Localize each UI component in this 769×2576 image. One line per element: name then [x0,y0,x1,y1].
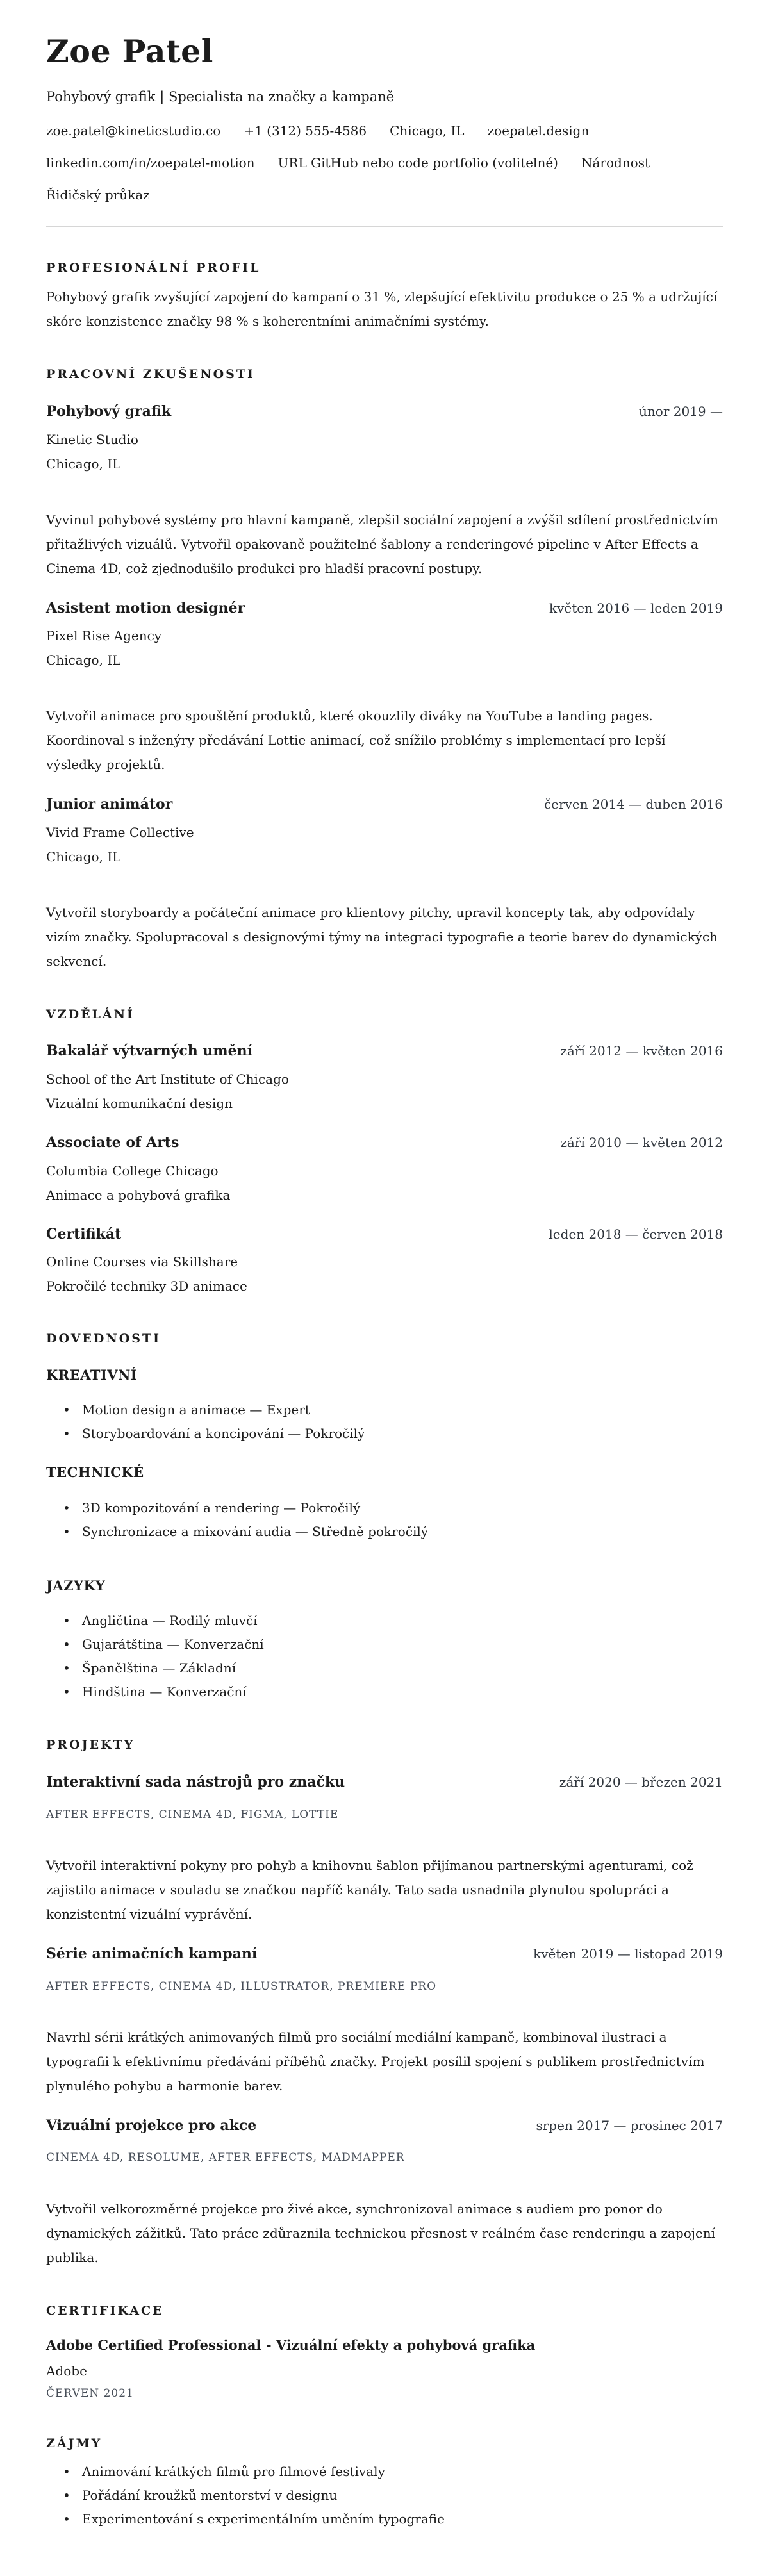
candidate-headline: Pohybový grafik | Specialista na značky a kampaně [46,89,395,105]
language-item: • Angličtina — Rodilý mluvčí [46,1609,723,1633]
contact-info [46,119,723,206]
job-company: Pixel Rise Agency [46,628,162,644]
section-languages [46,1576,723,1705]
education-dates: leden 2018 — červen 2018 [549,1226,723,1242]
project-dates: září 2020 — březen 2021 [559,1774,723,1790]
resume-header [46,33,723,227]
interest-item: • Experimentování s experimentálním uměním typografie [46,2507,723,2531]
interest-item: • Animování krátkých filmů pro filmové festivaly [46,2460,723,2484]
field-of-study: Animace a pohybová grafika [46,1187,231,1203]
job-dates: červen 2014 — duben 2016 [543,797,723,813]
project-title: Interaktivní sada nástrojů pro značku [46,1773,345,1790]
certification-date: ČERVEN 2021 [46,2386,134,2400]
languages-list [46,1609,723,1704]
job-title: Pohybový grafik [46,402,172,420]
skills-list [46,1398,723,1446]
job-dates: únor 2019 — [639,403,723,419]
degree-title: Associate of Arts [46,1134,179,1152]
project-dates: květen 2019 — listopad 2019 [533,1945,723,1961]
project-technologies: AFTER EFFECTS, CINEMA 4D, FIGMA, LOTTIE [46,1808,339,1821]
project-description: Navrhl sérii krátkých animovaných filmů pro sociální mediální kampaně, kombinoval ilustraci a typografii k efektivnímu předávání příběhů značky. Projekt posílil spojení s publikem prostřednictvím plynulého pohybu a harmonie barev. [46,2029,705,2093]
job-entry-head [46,795,723,814]
contact-driving-license: Řidičský průkaz [46,186,150,202]
job-description: Vytvořil animace pro spouštění produktů, které okouzlily diváky na YouTube a landing pages. Koordinoval s inženýry předávání Lottie animací, což snížilo problémy s implementací pro lepší výsledky projektů. [46,708,666,773]
job-description: Vytvořil storyboardy a počáteční animace pro klientovy pitchy, upravil koncepty tak, aby odpovídaly vizím značky. Spolupracoval s designovými týmy na integraci typografie a teorie barev do dynamických sekvencí. [46,904,718,969]
contact-github-placeholder: URL GitHub nebo code portfolio (volitelné) [277,154,558,170]
project-dates: srpen 2017 — prosinec 2017 [536,2117,723,2133]
section-heading-profile: PROFESIONÁLNÍ PROFIL [46,260,261,275]
section-profile [46,259,723,334]
job-entry-head [46,402,723,422]
education-entry-head [46,1133,723,1153]
job-location: Chicago, IL [46,848,121,864]
job-description: Vyvinul pohybové systémy pro hlavní kampaně, zlepšil sociální zapojení a zvýšil sdílení prostřednictvím přitažlivých vizuálů. Vytvořil opakovaně použitelné šablony a renderingové pipeline v After Effects a Cinema 4D, což zjednodušilo produkci pro hladší pracovní postupy. [46,511,718,576]
header-divider [46,226,723,227]
job-location: Chicago, IL [46,456,121,472]
section-heading-languages: JAZYKY [46,1577,106,1594]
field-of-study: Pokročilé techniky 3D animace [46,1278,247,1294]
section-certifications [46,2302,723,2402]
school-name: School of the Art Institute of Chicago [46,1071,289,1087]
job-entry-head [46,599,723,618]
project-entry [46,1944,723,2098]
education-entry [46,1225,723,1298]
contact-linkedin: linkedin.com/in/zoepatel-motion [46,154,255,170]
job-title: Junior animátor [46,796,173,813]
profile-summary: Pohybový grafik zvyšující zapojení do kampaní o 31 %, zlepšující efektivitu produkce o 25 % a udržující skóre konzistence značky 98 % s koherentními animačními systémy. [46,289,718,329]
project-title: Vizuální projekce pro akce [46,2117,257,2134]
contact-line [46,119,723,142]
section-heading-education: VZDĚLÁNÍ [46,1007,135,1021]
section-heading-interests: ZÁJMY [46,2436,103,2450]
certification-entry [46,2335,723,2402]
project-entry [46,2116,723,2270]
skill-item: • Storyboardování a koncipování — Pokročilý [46,1422,723,1446]
section-projects [46,1736,723,2269]
skills-group-heading: KREATIVNÍ [46,1366,138,1383]
skills-group-heading: TECHNICKÉ [46,1464,144,1481]
section-heading-projects: PROJEKTY [46,1738,135,1753]
project-technologies: AFTER EFFECTS, CINEMA 4D, ILLUSTRATOR, PREMIERE PRO [46,1979,437,1993]
contact-nationality: Národnost [581,154,650,170]
language-item: • Gujarátština — Konverzační [46,1633,723,1656]
project-entry-head [46,1772,723,1792]
skills-list [46,1496,723,1544]
project-entry-head [46,2116,723,2136]
project-entry [46,1772,723,1926]
contact-phone: +1 (312) 555-4586 [244,122,367,138]
school-name: Online Courses via Skillshare [46,1254,238,1270]
job-entry [46,599,723,777]
section-experience [46,365,723,973]
interest-item: • Pořádání kroužků mentorství v designu [46,2484,723,2507]
section-heading-experience: PRACOVNÍ ZKUŠENOSTI [46,367,255,382]
job-company: Vivid Frame Collective [46,824,194,840]
skill-item: • Motion design a animace — Expert [46,1398,723,1422]
job-dates: květen 2016 — leden 2019 [549,600,723,616]
certification-name: Adobe Certified Professional - Vizuální efekty a pohybová grafika [46,2337,536,2354]
skill-item: • 3D kompozitování a rendering — Pokročilý [46,1496,723,1520]
certification-issuer: Adobe [46,2363,87,2379]
job-entry [46,402,723,581]
candidate-name: Zoe Patel [46,33,213,70]
education-entry-head [46,1225,723,1244]
degree-title: Bakalář výtvarných umění [46,1043,253,1060]
interests-list [46,2460,723,2531]
education-entry-head [46,1041,723,1061]
contact-line [46,151,723,174]
field-of-study: Vizuální komunikační design [46,1096,233,1112]
project-title: Série animačních kampaní [46,1945,258,1962]
contact-email: zoe.patel@kineticstudio.co [46,122,221,138]
contact-line [46,183,723,206]
job-entry [46,795,723,973]
job-title: Asistent motion designér [46,599,245,616]
project-entry-head [46,1944,723,1964]
education-dates: září 2012 — květen 2016 [560,1043,723,1059]
education-entry [46,1133,723,1207]
education-entry [46,1041,723,1115]
job-company: Kinetic Studio [46,431,138,447]
language-item: • Hindština — Konverzační [46,1680,723,1704]
education-dates: září 2010 — květen 2012 [560,1135,723,1151]
contact-website: zoepatel.design [487,122,590,138]
degree-title: Certifikát [46,1225,122,1243]
section-heading-certifications: CERTIFIKACE [46,2303,164,2318]
section-skills [46,1330,723,1544]
section-interests [46,2434,723,2532]
project-description: Vytvořil velkorozměrné projekce pro živé akce, synchronizoval animace s audiem pro ponor do dynamických zážitků. Tato práce zdůraznila technickou přesnost v reálném čase renderingu a zapojení publika. [46,2200,716,2265]
skill-item: • Synchronizace a mixování audia — Středně pokročilý [46,1520,723,1544]
language-item: • Španělština — Základní [46,1656,723,1680]
school-name: Columbia College Chicago [46,1162,219,1178]
contact-location: Chicago, IL [390,122,465,138]
section-heading-skills: DOVEDNOSTI [46,1332,161,1346]
section-education [46,1005,723,1298]
job-location: Chicago, IL [46,652,121,668]
project-description: Vytvořil interaktivní pokyny pro pohyb a knihovnu šablon přijímanou partnerskými agenturami, což zajistilo animace v souladu se značkou napříč kanály. Tato sada usnadnila plynulou spolupráci a konzistentní vizuální vyprávění. [46,1857,693,1922]
project-technologies: CINEMA 4D, RESOLUME, AFTER EFFECTS, MADMAPPER [46,2151,405,2165]
